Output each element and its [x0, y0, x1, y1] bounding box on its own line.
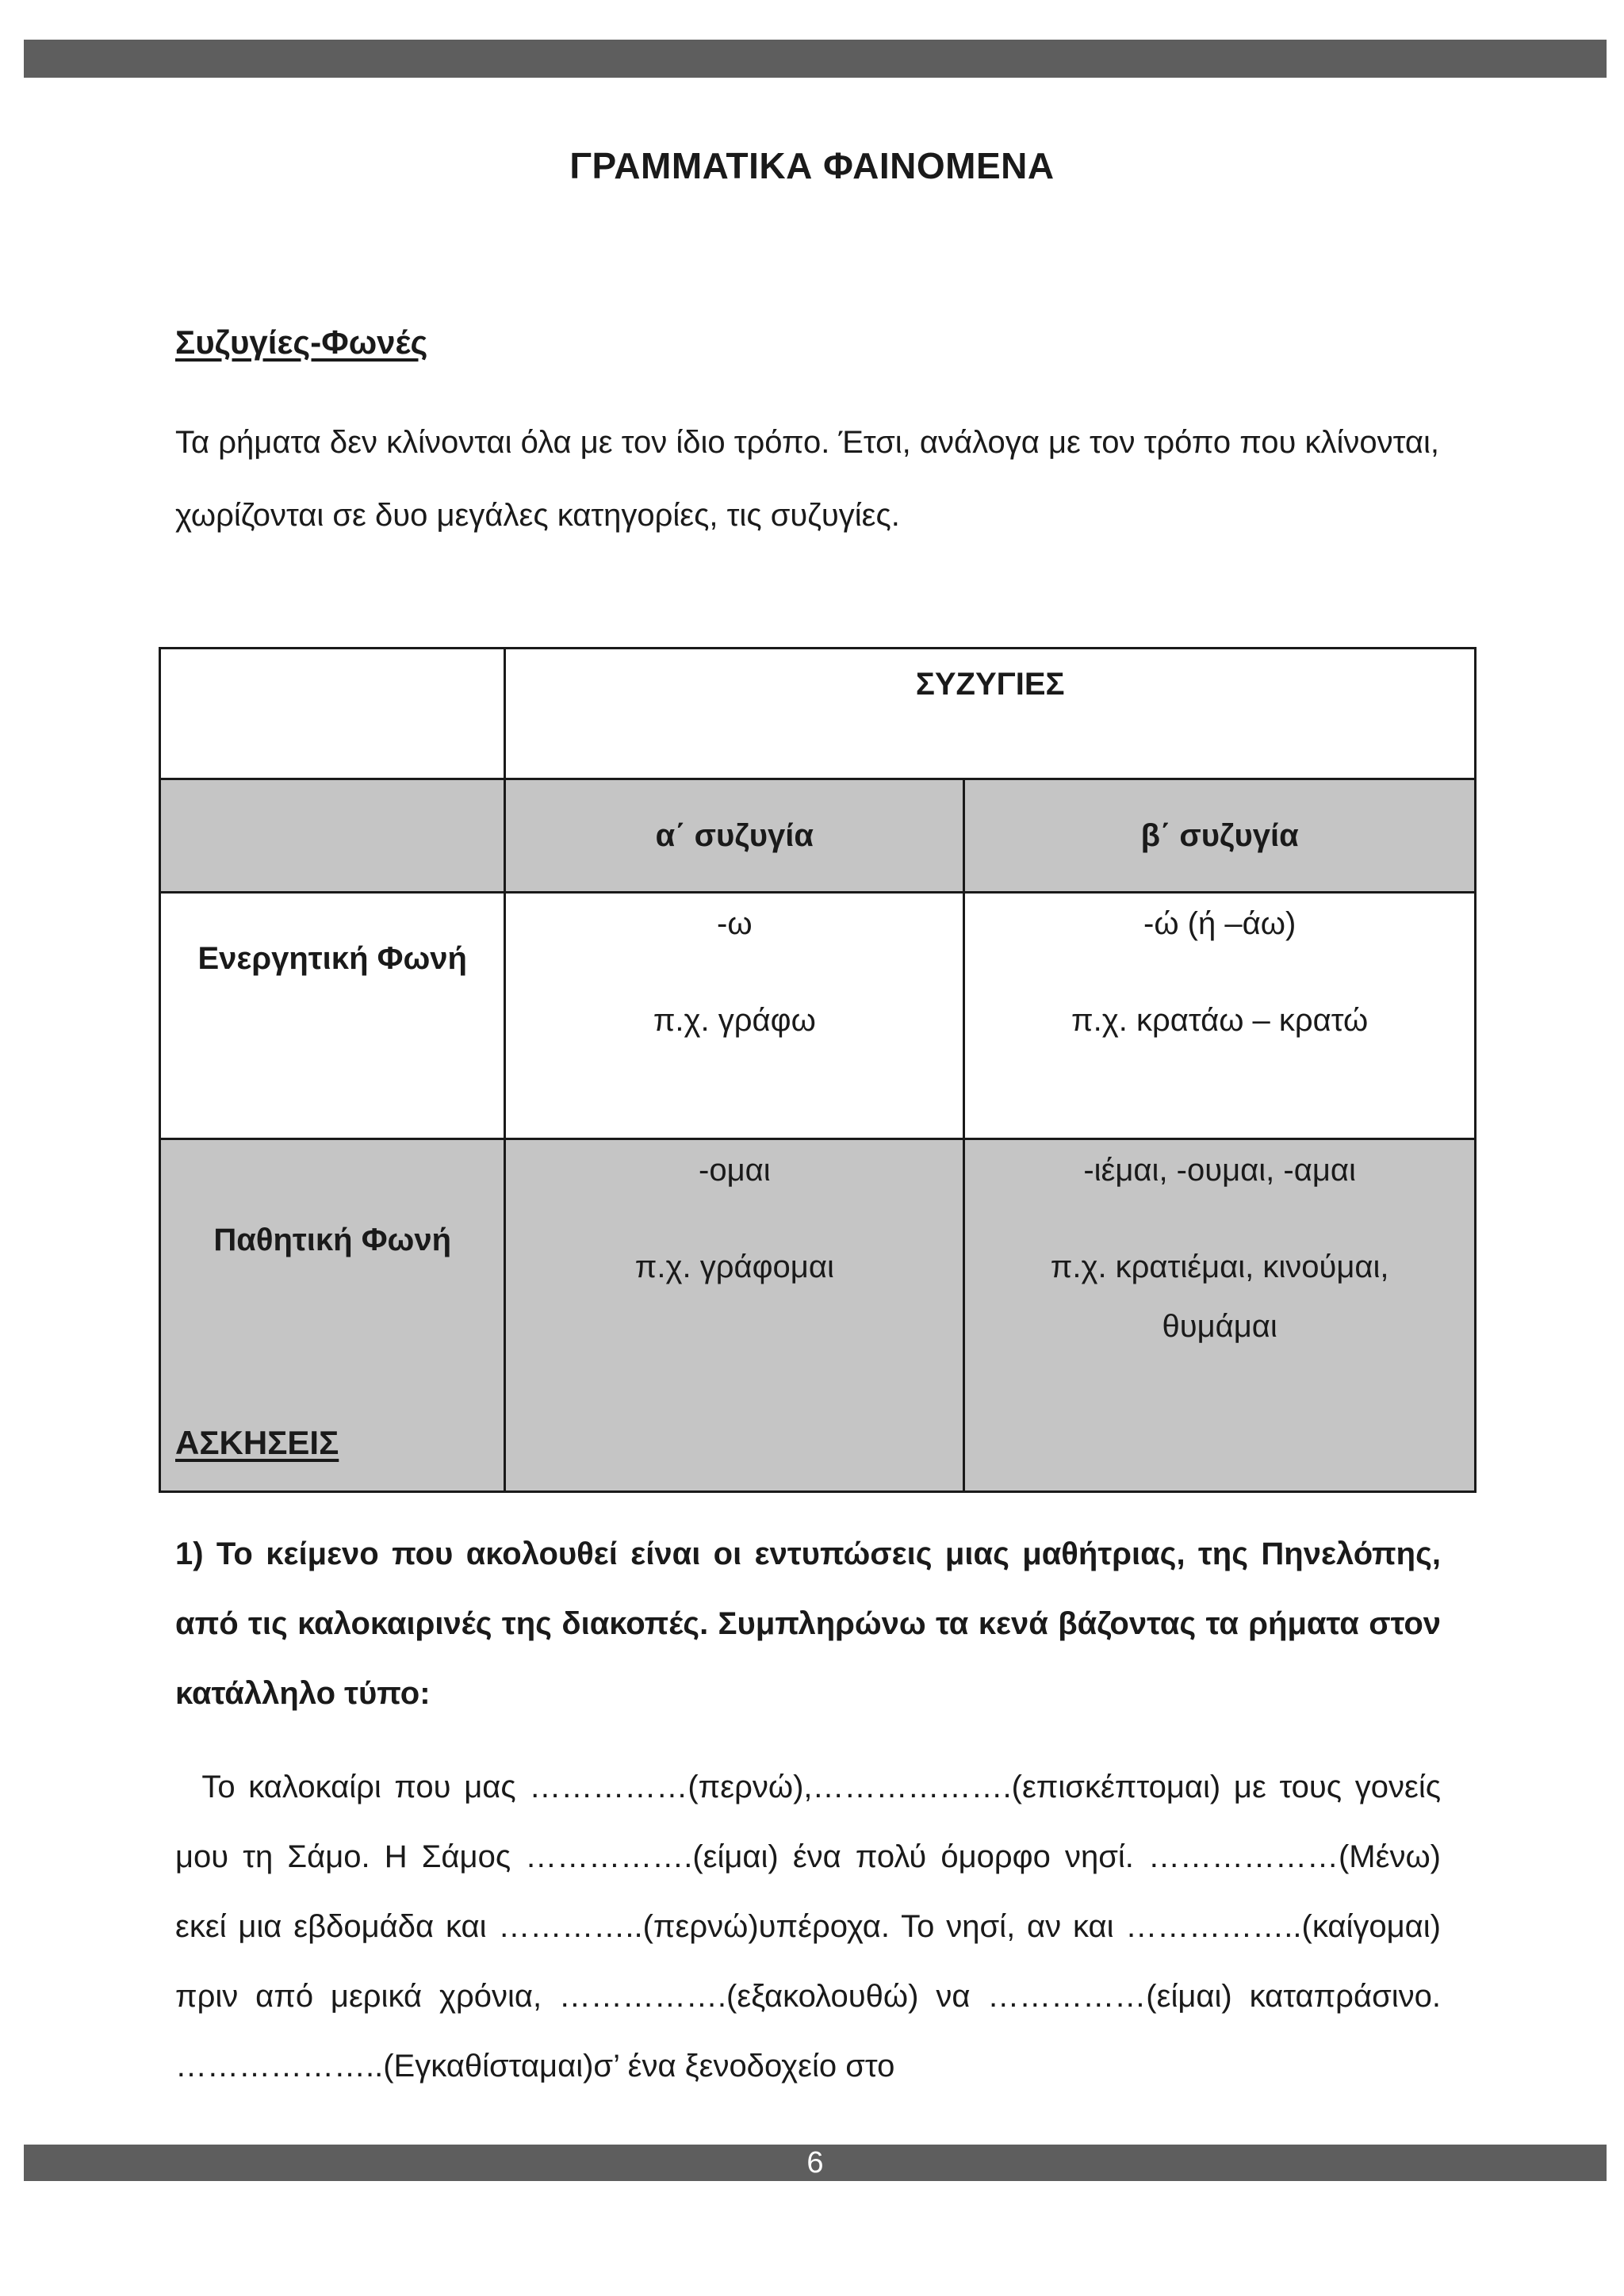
table-subheader-row: [160, 779, 1476, 893]
example-active-first: π.χ. γράφω: [653, 1003, 816, 1038]
table-header-conjugations: ΣΥΖΥΓΙΕΣ: [505, 649, 1476, 779]
row-label-passive-voice: Παθητική Φωνή: [160, 1139, 505, 1492]
example-passive-first: π.χ. γράφομαι: [634, 1249, 834, 1284]
exercise-1-instructions: 1) Το κείμενο που ακολουθεί είναι οι εντυπώσεις μιας μαθήτριας, της Πηνελόπης, από τις καλοκαιρινές της διακοπές. Συμπληρώνω τα κενά βάζοντας τα ρήματα στον κατάλληλο τύπο:: [175, 1536, 1441, 1711]
ending-active-first: -ω: [717, 906, 753, 941]
table-header-row: [160, 649, 1476, 779]
table-corner-cell: [160, 649, 505, 779]
example-active-second: π.χ. κρατάω – κρατώ: [1071, 1003, 1369, 1038]
footer-bar: [24, 2145, 1607, 2181]
header-bar: [24, 40, 1607, 78]
cell-active-second: [964, 893, 1476, 1139]
section-heading-exercises: ΑΣΚΗΣΕΙΣ: [175, 1424, 339, 1461]
cell-active-first: [505, 893, 964, 1139]
cell-passive-second: [964, 1139, 1476, 1492]
ending-active-second: -ώ (ή –άω): [1143, 906, 1297, 941]
table-row-passive-voice: [160, 1139, 1476, 1492]
exercise-1-fill-text: Το καλοκαίρι που μας ……………(περνώ),……………….(επισκέπτομαι) με τους γονείς μου τη Σάμο. Η Σάμος …………….(είμαι) ένα πολύ όμορφο νησί. ………………(Μένω) εκεί μια εβδομάδα και …………..(περνώ)υπέροχα. Το νησί, αν και ……………..(καίγομαι) πριν από μερικά χρόνια, …………….(εξακολουθώ) να ……………(είμαι) καταπράσινο. ………………..(Εγκαθίσταμαι)σ’ ένα ξενοδοχείο στο: [175, 1770, 1441, 2084]
table-row-active-voice: [160, 893, 1476, 1139]
page-title: ΓΡΑΜΜΑΤΙΚΑ ΦΑΙΝΟΜΕΝΑ: [569, 145, 1055, 186]
conjugation-table: [159, 647, 1477, 1493]
table-subheader-blank: [160, 779, 505, 893]
example-passive-second-line2: θυμάμαι: [1162, 1309, 1277, 1344]
ending-passive-second: -ιέμαι, -ουμαι, -αμαι: [1083, 1153, 1356, 1188]
intro-paragraph: Τα ρήματα δεν κλίνονται όλα με τον ίδιο τρόπο. Έτσι, ανάλογα με τον τρόπο που κλίνονται, χωρίζονται σε δυο μεγάλες κατηγορίες, τις συζυγίες.: [175, 425, 1439, 533]
row-label-active-voice: Ενεργητική Φωνή: [160, 893, 505, 1139]
page-number: 6: [806, 2146, 824, 2179]
section-heading-conjugations: Συζυγίες-Φωνές: [175, 323, 428, 361]
column-second-conjugation: β΄ συζυγία: [964, 779, 1476, 893]
column-first-conjugation: α΄ συζυγία: [505, 779, 964, 893]
ending-passive-first: -ομαι: [699, 1153, 771, 1188]
example-passive-second-line1: π.χ. κρατιέμαι, κινούμαι,: [1050, 1249, 1389, 1284]
cell-passive-first: [505, 1139, 964, 1492]
